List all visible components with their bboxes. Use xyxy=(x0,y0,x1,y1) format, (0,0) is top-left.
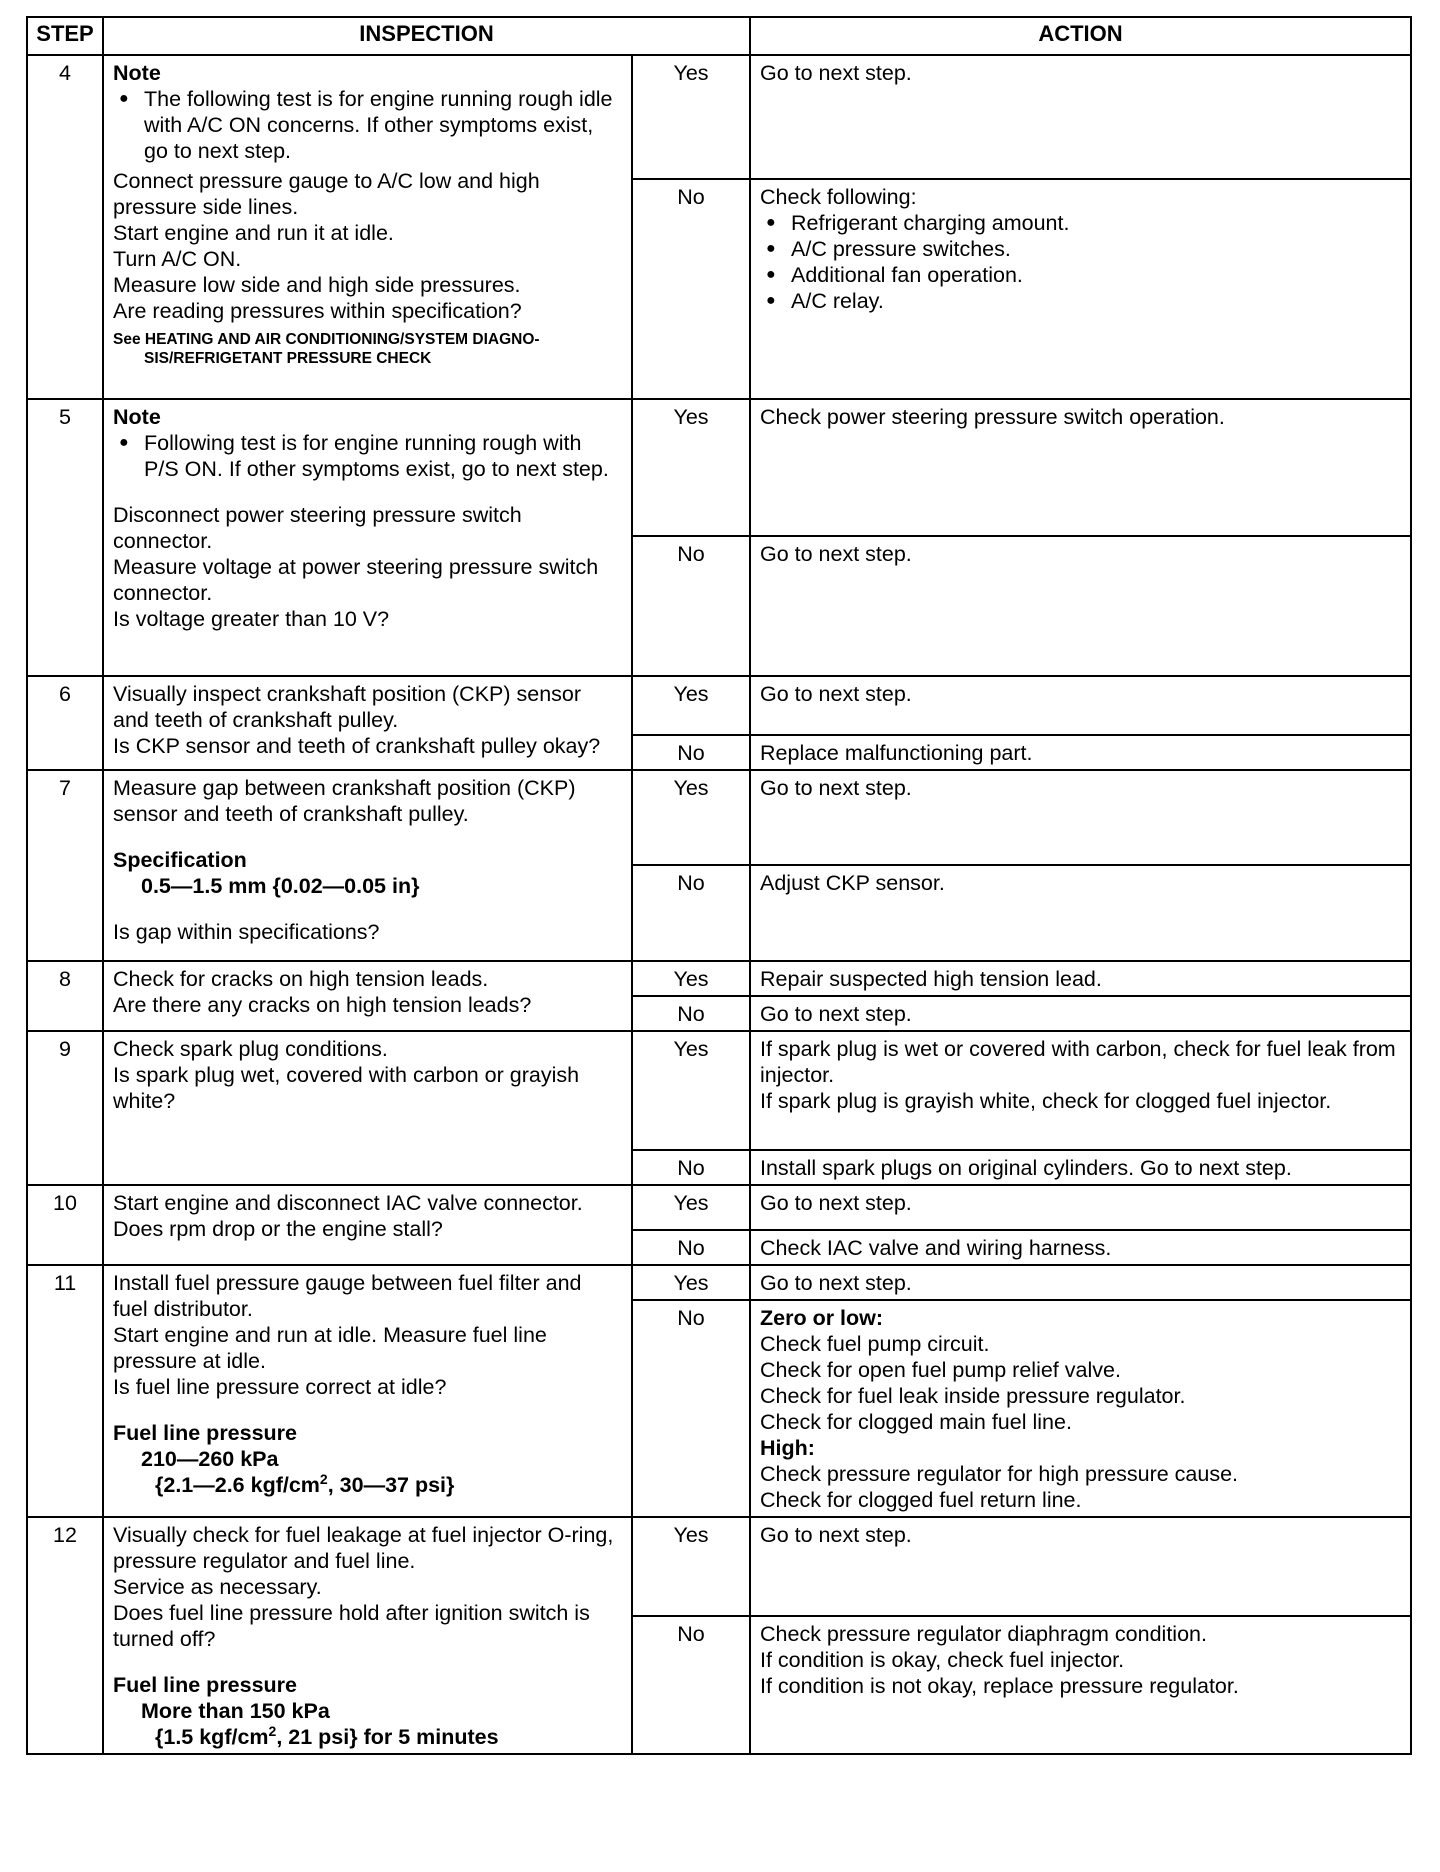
no-action: Go to next step. xyxy=(750,996,1411,1031)
header-action: ACTION xyxy=(750,17,1411,55)
yes-label: Yes xyxy=(632,1031,750,1150)
spec-text: {1.5 kgf/cm xyxy=(155,1725,269,1749)
action-line: Check for clogged main fuel line. xyxy=(760,1410,1072,1434)
inspection-line: Does rpm drop or the engine stall? xyxy=(113,1217,443,1241)
inspection-line: Service as necessary. xyxy=(113,1575,322,1599)
spec-text: , 21 psi} for 5 minutes xyxy=(276,1725,499,1749)
no-label: No xyxy=(632,1230,750,1265)
step-number: 5 xyxy=(27,399,103,676)
diagnostic-table xyxy=(26,16,1412,1755)
action-line: If condition is not okay, replace pressure regulator. xyxy=(760,1674,1239,1698)
step-number: 6 xyxy=(27,676,103,770)
yes-action: Repair suspected high tension lead. xyxy=(750,961,1411,996)
inspection-cell xyxy=(103,1517,632,1754)
action-line: If spark plug is wet or covered with carbon, check for fuel leak from injector. xyxy=(760,1037,1396,1087)
spec-superscript: 2 xyxy=(319,1470,328,1487)
inspection-cell xyxy=(103,676,632,770)
yes-action: Go to next step. xyxy=(750,55,1411,179)
action-line: Check pressure regulator diaphragm condition. xyxy=(760,1622,1207,1646)
inspection-cell xyxy=(103,399,632,676)
action-line: Check pressure regulator for high pressure cause. xyxy=(760,1462,1239,1486)
inspection-line: Is fuel line pressure correct at idle? xyxy=(113,1375,447,1399)
inspection-line: Turn A/C ON. xyxy=(113,247,242,271)
inspection-cell xyxy=(103,961,632,1031)
header-inspection: INSPECTION xyxy=(103,17,750,55)
inspection-line: Disconnect power steering pressure switch connector. xyxy=(113,503,522,553)
inspection-line: Is CKP sensor and teeth of crankshaft pulley okay? xyxy=(113,734,601,758)
yes-action: Go to next step. xyxy=(750,676,1411,735)
note-bullet: ● The following test is for engine running rough idle with A/C ON concerns. If other symptoms exist, go to next step. xyxy=(113,86,622,164)
table-header-row xyxy=(27,17,1411,55)
spec-value: 0.5—1.5 mm {0.02—0.05 in} xyxy=(141,874,420,898)
spec-title: Fuel line pressure xyxy=(113,1421,298,1445)
action-line: If condition is okay, check fuel injector. xyxy=(760,1648,1125,1672)
no-action: Adjust CKP sensor. xyxy=(750,865,1411,961)
yes-label: Yes xyxy=(632,1265,750,1300)
note-bullet: ● Following test is for engine running rough with P/S ON. If other symptoms exist, go to next step. xyxy=(113,430,622,482)
yes-label: Yes xyxy=(632,676,750,735)
action-bullet: ● A/C relay. xyxy=(760,288,1401,314)
step-number: 4 xyxy=(27,55,103,399)
inspection-line: Is voltage greater than 10 V? xyxy=(113,607,390,631)
yes-action: Check power steering pressure switch operation. xyxy=(750,399,1411,536)
inspection-line: Start engine and run at idle. Measure fuel line pressure at idle. xyxy=(113,1323,547,1373)
no-action xyxy=(750,179,1411,399)
spec-superscript: 2 xyxy=(268,1722,277,1739)
step-number: 10 xyxy=(27,1185,103,1265)
spec-text: {2.1—2.6 kgf/cm xyxy=(155,1473,320,1497)
table-row xyxy=(27,676,1411,735)
spec-value-converted xyxy=(113,1724,622,1750)
inspection-line: Visually inspect crankshaft position (CKP) sensor and teeth of crankshaft pulley. xyxy=(113,682,582,732)
inspection-cell xyxy=(103,1031,632,1185)
no-label: No xyxy=(632,865,750,961)
yes-label: Yes xyxy=(632,1517,750,1616)
spec-value: 210—260 kPa xyxy=(141,1447,279,1471)
header-step: STEP xyxy=(27,17,103,55)
table-row xyxy=(27,1517,1411,1616)
reference-line: See HEATING AND AIR CONDITIONING/SYSTEM DIAGNO- xyxy=(113,331,540,348)
reference-note xyxy=(113,330,622,368)
step-number: 12 xyxy=(27,1517,103,1754)
note-title: Note xyxy=(113,405,161,429)
no-label: No xyxy=(632,1300,750,1517)
no-action: Check IAC valve and wiring harness. xyxy=(750,1230,1411,1265)
action-line: Check for fuel leak inside pressure regulator. xyxy=(760,1384,1186,1408)
spec-title: Specification xyxy=(113,848,247,872)
inspection-line: Check for cracks on high tension leads. xyxy=(113,967,489,991)
table-row xyxy=(27,399,1411,536)
action-line: Check for open fuel pump relief valve. xyxy=(760,1358,1121,1382)
inspection-line: Are reading pressures within specification? xyxy=(113,299,522,323)
yes-label: Yes xyxy=(632,961,750,996)
yes-label: Yes xyxy=(632,770,750,865)
inspection-line: Measure voltage at power steering pressure switch connector. xyxy=(113,555,599,605)
no-action: Replace malfunctioning part. xyxy=(750,735,1411,770)
yes-label: Yes xyxy=(632,399,750,536)
no-label: No xyxy=(632,996,750,1031)
no-label: No xyxy=(632,1150,750,1185)
no-label: No xyxy=(632,536,750,676)
yes-action xyxy=(750,1031,1411,1150)
inspection-line: Is spark plug wet, covered with carbon or grayish white? xyxy=(113,1063,580,1113)
action-title: Check following: xyxy=(760,185,917,209)
spec-text: , 30—37 psi} xyxy=(327,1473,455,1497)
yes-label: Yes xyxy=(632,1185,750,1230)
action-subtitle: Zero or low: xyxy=(760,1306,884,1330)
no-action xyxy=(750,1616,1411,1754)
step-number: 8 xyxy=(27,961,103,1031)
no-action: Install spark plugs on original cylinders. Go to next step. xyxy=(750,1150,1411,1185)
step-number: 9 xyxy=(27,1031,103,1185)
spec-value-converted xyxy=(113,1472,622,1498)
no-action: Go to next step. xyxy=(750,536,1411,676)
step-number: 11 xyxy=(27,1265,103,1517)
table-row xyxy=(27,1265,1411,1300)
inspection-line: Connect pressure gauge to A/C low and high pressure side lines. xyxy=(113,169,540,219)
action-line: Check fuel pump circuit. xyxy=(760,1332,990,1356)
action-subtitle: High: xyxy=(760,1436,815,1460)
reference-line: SIS/REFRIGETANT PRESSURE CHECK xyxy=(144,350,432,367)
spec-value: More than 150 kPa xyxy=(141,1699,330,1723)
inspection-line: Measure gap between crankshaft position (CKP) sensor and teeth of crankshaft pulley. xyxy=(113,776,576,826)
table-row xyxy=(27,1031,1411,1150)
inspection-line: Start engine and run it at idle. xyxy=(113,221,394,245)
yes-label: Yes xyxy=(632,55,750,179)
inspection-line: Visually check for fuel leakage at fuel injector O-ring, pressure regulator and fuel line. xyxy=(113,1523,614,1573)
no-label: No xyxy=(632,735,750,770)
inspection-line: Does fuel line pressure hold after ignition switch is turned off? xyxy=(113,1601,590,1651)
yes-action: Go to next step. xyxy=(750,1265,1411,1300)
table-row xyxy=(27,770,1411,865)
no-action xyxy=(750,1300,1411,1517)
yes-action: Go to next step. xyxy=(750,1185,1411,1230)
table-row xyxy=(27,961,1411,996)
inspection-cell xyxy=(103,1185,632,1265)
note-title: Note xyxy=(113,61,161,85)
action-bullet: ● A/C pressure switches. xyxy=(760,236,1401,262)
action-line: If spark plug is grayish white, check for clogged fuel injector. xyxy=(760,1089,1332,1113)
yes-action: Go to next step. xyxy=(750,770,1411,865)
inspection-line: Check spark plug conditions. xyxy=(113,1037,388,1061)
inspection-line: Measure low side and high side pressures. xyxy=(113,273,521,297)
inspection-question: Is gap within specifications? xyxy=(113,920,380,944)
table-row xyxy=(27,1185,1411,1230)
diagnostic-procedure-page xyxy=(26,16,1410,1755)
inspection-line: Are there any cracks on high tension leads? xyxy=(113,993,532,1017)
inspection-line: Install fuel pressure gauge between fuel filter and fuel distributor. xyxy=(113,1271,582,1321)
step-number: 7 xyxy=(27,770,103,961)
action-bullet: ● Refrigerant charging amount. xyxy=(760,210,1401,236)
action-line: Check for clogged fuel return line. xyxy=(760,1488,1082,1512)
no-label: No xyxy=(632,1616,750,1754)
yes-action: Go to next step. xyxy=(750,1517,1411,1616)
inspection-cell xyxy=(103,1265,632,1517)
table-row xyxy=(27,55,1411,179)
inspection-cell xyxy=(103,770,632,961)
spec-title: Fuel line pressure xyxy=(113,1673,298,1697)
action-bullet: ● Additional fan operation. xyxy=(760,262,1401,288)
inspection-cell xyxy=(103,55,632,399)
no-label: No xyxy=(632,179,750,399)
inspection-line: Start engine and disconnect IAC valve connector. xyxy=(113,1191,583,1215)
